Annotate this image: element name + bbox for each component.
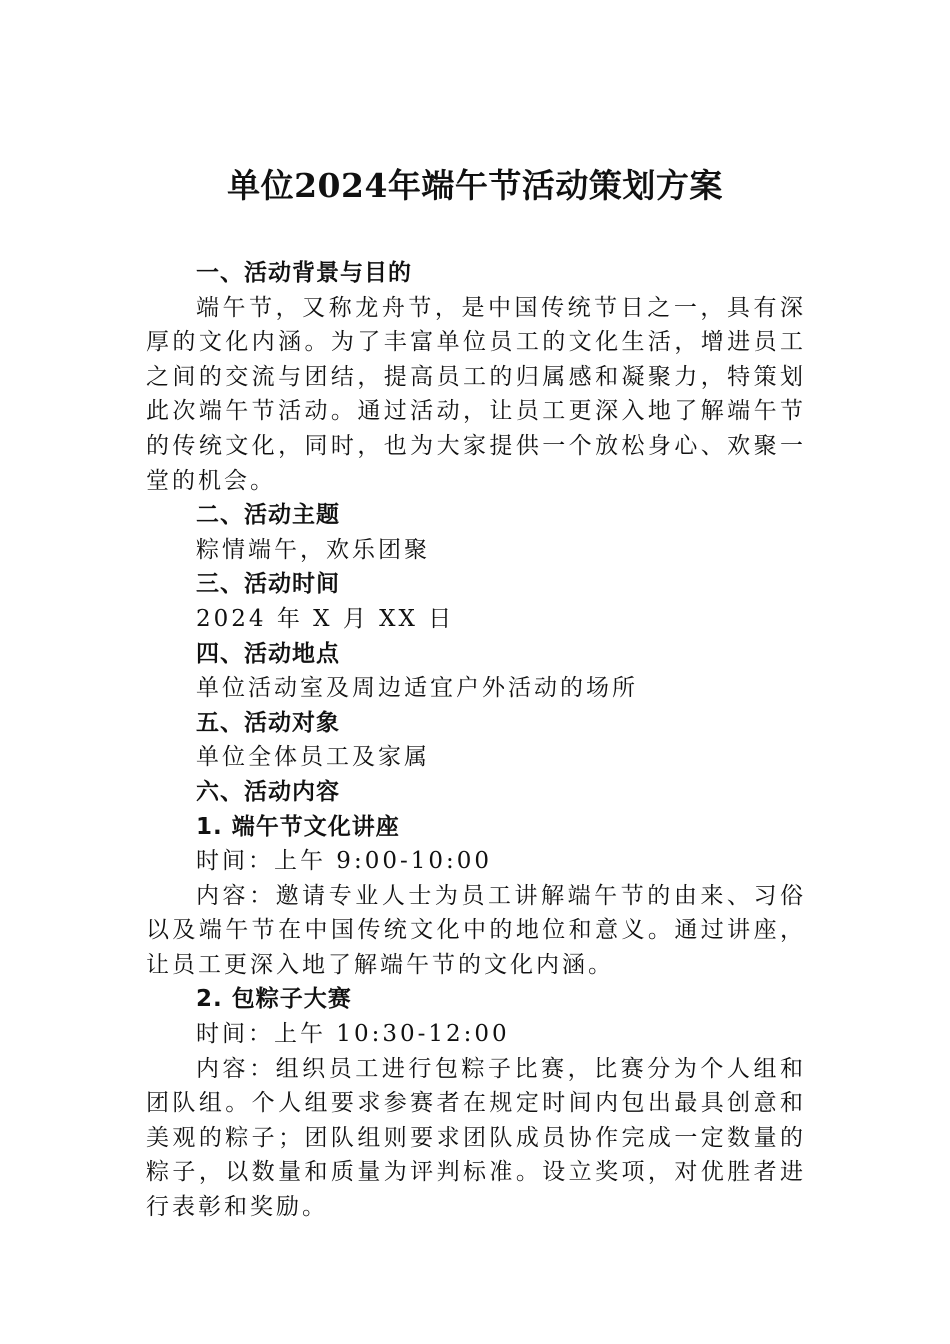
section-text-audience: 单位全体员工及家属 [196,744,430,771]
activity-title-zongzi-contest: 2. 包粽子大赛 [196,986,352,1013]
activity-title-lecture: 1. 端午节文化讲座 [196,813,400,840]
section-text-background: 端午节，又称龙舟节，是中国传统节日之一，具有深厚的文化内涵。为了丰富单位员工的文化生活，增进员工之间的交流与团结，提高员工的归属感和凝聚力，特策划此次端午节活动。通过活动，让员工更深入地了解端午节的传统文化，同时，也为大家提供一个放松身心、欢聚一堂的机会。 [146,294,806,494]
document-body [146,256,806,1225]
section-text-location: 单位活动室及周边适宜户外活动的场所 [196,675,638,702]
activity-desc-lecture: 内容：邀请专业人士为员工讲解端午节的由来、习俗以及端午节在中国传统文化中的地位和意义。通过讲座，让员工更深入地了解端午节的文化内涵。 [146,882,806,978]
section-text-time: 2024 年 X 月 XX 日 [196,605,455,632]
section-heading-location: 四、活动地点 [196,640,340,667]
document-title: 单位2024年端午节活动策划方案 [227,166,723,205]
section-heading-background: 一、活动背景与目的 [196,260,412,286]
section-heading-time: 三、活动时间 [196,571,340,598]
section-text-theme: 粽情端午，欢乐团聚 [196,536,430,563]
activity-time-zongzi-contest: 时间：上午 10:30-12:00 [196,1021,510,1048]
activity-time-lecture: 时间：上午 9:00-10:00 [196,848,493,875]
section-heading-content: 六、活动内容 [196,778,340,805]
section-heading-audience: 五、活动对象 [196,709,340,736]
activity-desc-zongzi-contest: 内容：组织员工进行包粽子比赛，比赛分为个人组和团队组。个人组要求参赛者在规定时间内包出最具创意和美观的粽子；团队组则要求团队成员协作完成一定数量的粽子，以数量和质量为评判标准。设立奖项，对优胜者进行表彰和奖励。 [146,1055,806,1221]
section-heading-theme: 二、活动主题 [196,502,340,529]
